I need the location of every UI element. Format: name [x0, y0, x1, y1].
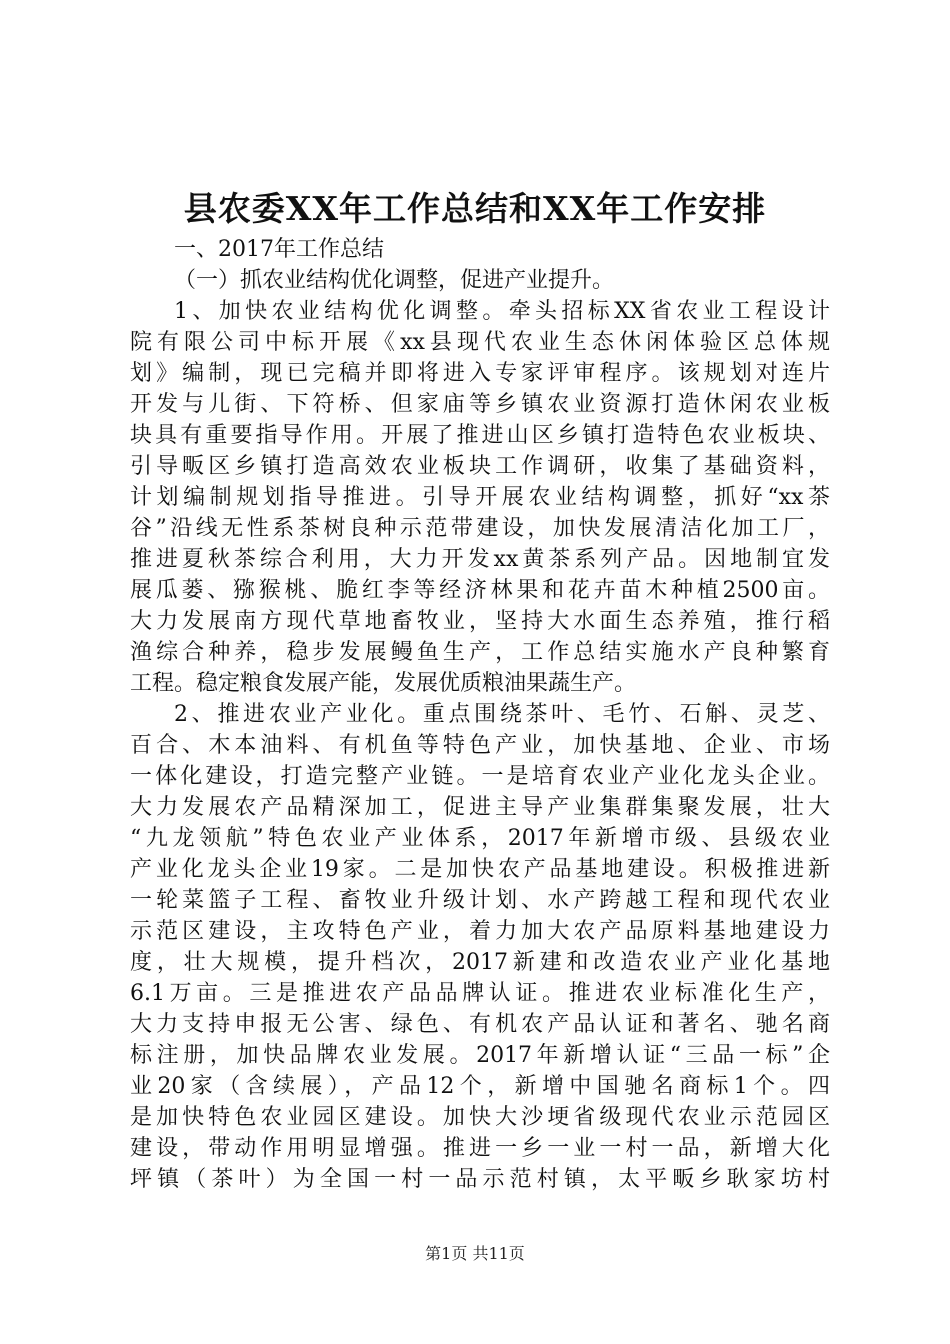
paragraph-line: 开发与儿街、下符桥、但家庙等乡镇农业资源打造休闲农业板	[130, 392, 830, 417]
paragraph-line: 大力支持申报无公害、绿色、有机农产品认证和著名、驰名商	[130, 1012, 830, 1037]
paragraph-line: 一轮菜篮子工程、畜牧业升级计划、水产跨越工程和现代农业	[130, 888, 830, 913]
paragraph-line: 大力发展农产品精深加工，促进主导产业集群集聚发展，壮大	[130, 795, 830, 820]
paragraph-line: “九龙领航”特色农业产业体系，2017年新增市级、县级农业	[130, 826, 830, 851]
paragraph-line: 示范区建设，主攻特色产业，着力加大农产品原料基地建设力	[130, 919, 830, 944]
section-heading: 一、2017年工作总结	[174, 237, 384, 262]
paragraph-line: 标注册，加快品牌农业发展。2017年新增认证“三品一标”企	[130, 1043, 830, 1068]
paragraph-line: 院有限公司中标开展《xx县现代农业生态休闲体验区总体规	[130, 330, 830, 355]
paragraph-line: 渔综合种养，稳步发展鳗鱼生产，工作总结实施水产良种繁育	[130, 640, 830, 665]
paragraph-line: 工程。稳定粮食发展产能，发展优质粮油果蔬生产。	[130, 671, 637, 696]
paragraph-line: 推进夏秋茶综合利用，大力开发xx黄茶系列产品。因地制宜发	[130, 547, 830, 572]
paragraph-line: 产业化龙头企业19家。二是加快农产品基地建设。积极推进新	[130, 857, 830, 882]
paragraph-line: 1、加快农业结构优化调整。牵头招标XX省农业工程设计	[174, 299, 830, 324]
paragraph-line: 计划编制规划指导推进。引导开展农业结构调整，抓好“xx茶	[130, 485, 830, 510]
paragraph-line: 块具有重要指导作用。开展了推进山区乡镇打造特色农业板块、	[130, 423, 830, 448]
paragraph-line: 展瓜蒌、猕猴桃、脆红李等经济林果和花卉苗木种植2500亩。	[130, 578, 830, 603]
paragraph-line: 业20家（含续展），产品12个，新增中国驰名商标1个。四	[130, 1074, 830, 1099]
paragraph-line: 谷”沿线无性系茶树良种示范带建设，加快发展清洁化加工厂，	[130, 516, 830, 541]
paragraph-line: 坪镇（茶叶）为全国一村一品示范村镇，太平畈乡耿家坊村	[130, 1167, 830, 1192]
subsection-heading: （一）抓农业结构优化调整，促进产业提升。	[174, 268, 615, 293]
paragraph-line: 百合、木本油料、有机鱼等特色产业，加快基地、企业、市场	[130, 733, 830, 758]
paragraph-line: 大力发展南方现代草地畜牧业，坚持大水面生态养殖，推行稻	[130, 609, 830, 634]
paragraph-line: 划》编制，现已完稿并即将进入专家评审程序。该规划对连片	[130, 361, 830, 386]
paragraph-line: 一体化建设，打造完整产业链。一是培育农业产业化龙头企业。	[130, 764, 830, 789]
paragraph-line: 2、推进农业产业化。重点围绕茶叶、毛竹、石斛、灵芝、	[174, 702, 830, 727]
document-title: 县农委XX年工作总结和XX年工作安排	[183, 189, 767, 228]
page-footer: 第1页 共11页	[425, 1244, 525, 1263]
paragraph-line: 建设，带动作用明显增强。推进一乡一业一村一品，新增大化	[130, 1136, 830, 1161]
document-body	[130, 234, 830, 1195]
paragraph-line: 6.1万亩。三是推进农产品品牌认证。推进农业标准化生产，	[130, 981, 830, 1006]
paragraph-line: 是加快特色农业园区建设。加快大沙埂省级现代农业示范园区	[130, 1105, 830, 1130]
paragraph-line: 度，壮大规模，提升档次，2017新建和改造农业产业化基地	[130, 950, 830, 975]
paragraph-line: 引导畈区乡镇打造高效农业板块工作调研，收集了基础资料，	[130, 454, 830, 479]
